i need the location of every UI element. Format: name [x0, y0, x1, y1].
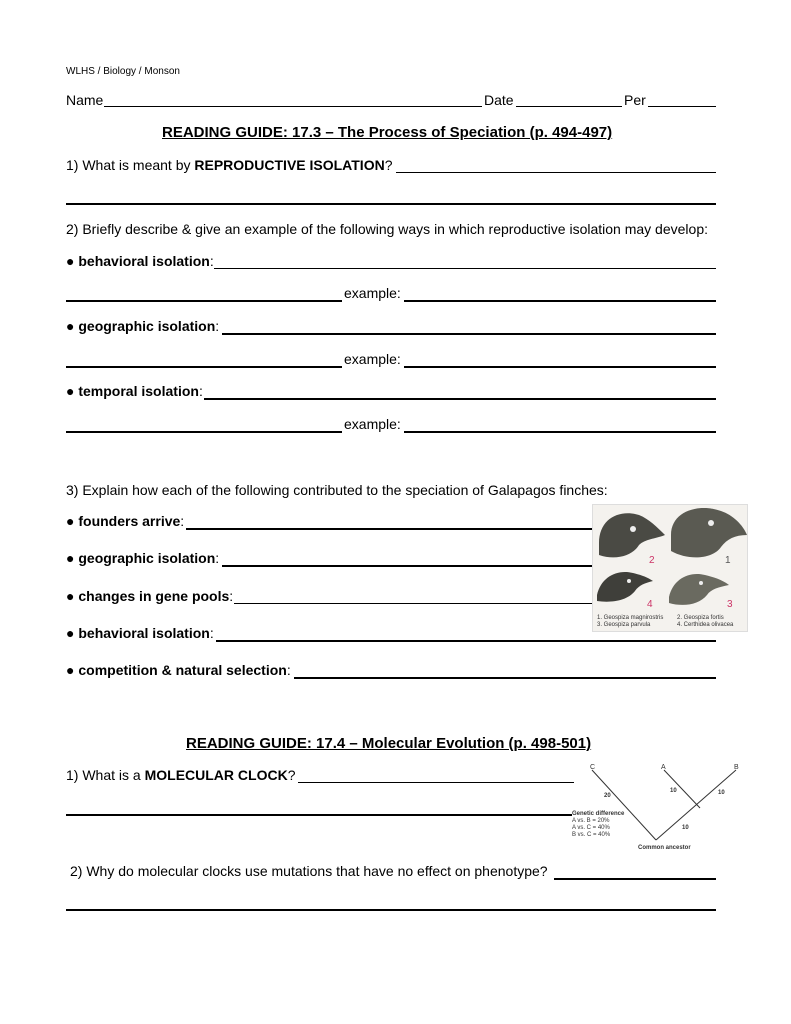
example-line[interactable]: [404, 300, 716, 302]
finch-number: 4: [647, 599, 653, 610]
date-label: Date: [484, 92, 514, 108]
answer-line[interactable]: [234, 603, 592, 604]
finch-caption: 1. Geospiza magnirostris: [597, 615, 664, 621]
answer-line[interactable]: [214, 268, 716, 269]
name-field[interactable]: [104, 106, 482, 107]
bullet-behavioral-isolation: ● behavioral isolation:: [66, 625, 214, 641]
leaf-label: A: [661, 764, 666, 771]
example-label: example:: [344, 416, 401, 432]
finch-caption: 3. Geospiza parvula: [597, 622, 651, 628]
per-label: Per: [624, 92, 646, 108]
bullet-geographic-isolation: ● geographic isolation:: [66, 318, 220, 334]
branch-length-label: 10: [682, 825, 689, 831]
finch-beaks-illustration: [592, 504, 748, 632]
finch-heads-drawing: [593, 505, 747, 631]
answer-line[interactable]: [66, 366, 342, 368]
course-header: WLHS / Biology / Monson: [66, 66, 180, 77]
finch-number: 2: [649, 555, 655, 566]
genetic-difference-row: A vs. C = 40%: [572, 825, 610, 831]
bullet-founders-arrive: ● founders arrive:: [66, 513, 185, 529]
question-2-molecular-clock: 2) Why do molecular clocks use mutations that have no effect on phenotype?: [70, 863, 548, 879]
answer-line[interactable]: [298, 782, 574, 783]
common-ancestor-label: Common ancestor: [638, 845, 691, 851]
answer-line[interactable]: [216, 640, 716, 642]
date-field[interactable]: [516, 106, 622, 107]
branch-length-label: 10: [670, 788, 677, 794]
answer-line[interactable]: [554, 878, 716, 880]
question-3: 3) Explain how each of the following contributed to the speciation of Galapagos finches:: [66, 482, 608, 498]
bullet-competition-natural-selection: ● competition & natural selection:: [66, 662, 291, 678]
bullet-geographic-isolation: ● geographic isolation:: [66, 550, 220, 566]
answer-line[interactable]: [66, 814, 572, 816]
answer-line[interactable]: [396, 172, 716, 173]
answer-line[interactable]: [66, 300, 342, 302]
example-label: example:: [344, 351, 401, 367]
question-1: 1) What is meant by REPRODUCTIVE ISOLATION?: [66, 157, 393, 173]
genetic-difference-title: Genetic difference: [572, 811, 625, 817]
finch-number: 3: [727, 599, 733, 610]
name-label: Name: [66, 92, 104, 108]
finch-caption: 2. Geospiza fortis: [677, 615, 724, 621]
branch-length-label: 20: [604, 793, 611, 799]
answer-line[interactable]: [186, 528, 592, 530]
per-field[interactable]: [648, 106, 716, 107]
example-line[interactable]: [404, 431, 716, 433]
finch-caption: 4. Certhidea olivacea: [677, 622, 734, 628]
bullet-behavioral-isolation: ● behavioral isolation:: [66, 253, 214, 269]
answer-line[interactable]: [204, 398, 716, 400]
bullet-changes-in-gene-pools: ● changes in gene pools:: [66, 588, 234, 604]
answer-line[interactable]: [294, 677, 716, 679]
section-17-4-title: READING GUIDE: 17.4 – Molecular Evolution (p. 498-501): [186, 735, 592, 752]
answer-line[interactable]: [66, 203, 716, 205]
molecular-clock-tree-diagram: [560, 760, 750, 854]
example-line[interactable]: [404, 366, 716, 368]
section-17-3-title: READING GUIDE: 17.3 – The Process of Speciation (p. 494-497): [162, 124, 613, 141]
answer-line[interactable]: [66, 431, 342, 433]
branch-length-label: 10: [718, 790, 725, 796]
question-1-molecular-clock: 1) What is a MOLECULAR CLOCK?: [66, 767, 296, 783]
question-2: 2) Briefly describe & give an example of the following ways in which reproductive isolation may develop:: [66, 221, 708, 237]
answer-line[interactable]: [66, 909, 716, 911]
genetic-difference-row: B vs. C = 40%: [572, 832, 611, 838]
example-label: example:: [344, 285, 401, 301]
leaf-label: C: [590, 764, 596, 771]
genetic-difference-row: A vs. B = 20%: [572, 818, 610, 824]
answer-line[interactable]: [222, 565, 592, 567]
finch-number: 1: [725, 555, 731, 566]
bullet-temporal-isolation: ● temporal isolation:: [66, 383, 203, 399]
answer-line[interactable]: [222, 333, 716, 335]
leaf-label: B: [734, 764, 739, 771]
